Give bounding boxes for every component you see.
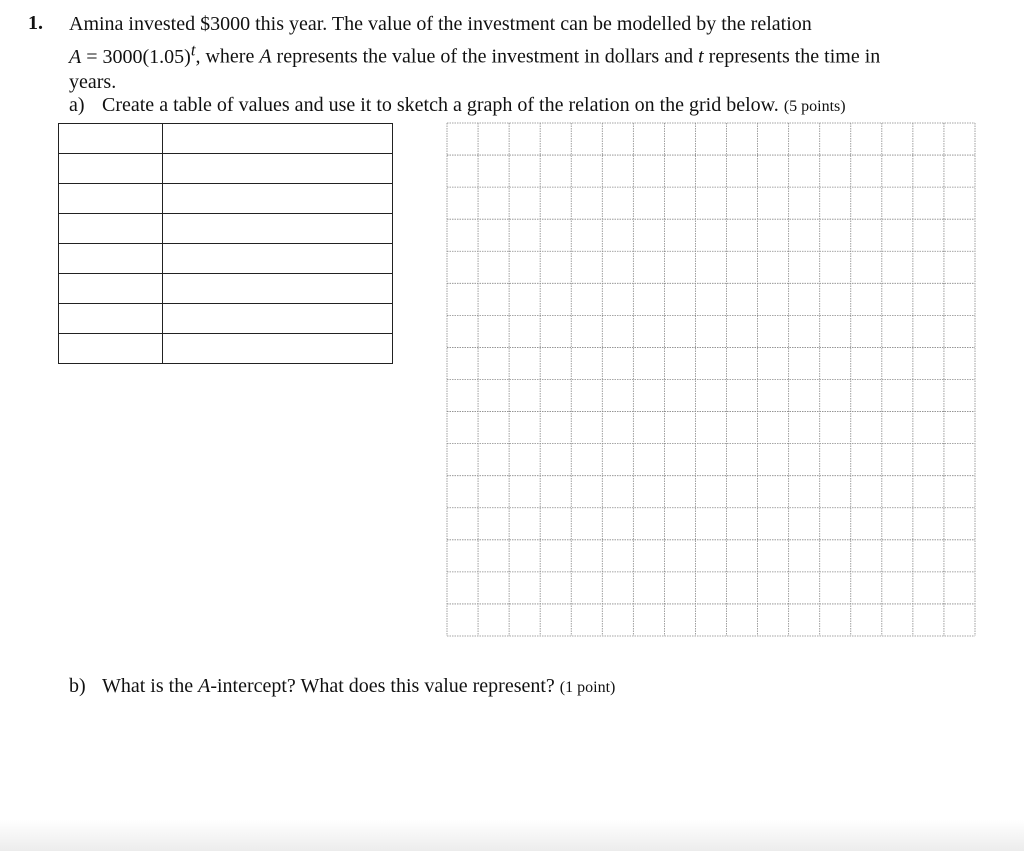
table-cell-t[interactable] [59,154,163,184]
part-a-label: a) [69,94,85,116]
equation: $A = 3000(1.05)^t$ [69,40,196,68]
table-cell-t[interactable] [59,334,163,364]
part-b-label: b) [69,675,86,697]
table-row [59,124,393,154]
table-cell-a[interactable] [163,274,393,304]
table-cell-a[interactable] [163,244,393,274]
table-row [59,184,393,214]
table-row [59,244,393,274]
table-cell-a[interactable] [163,154,393,184]
table-row [59,154,393,184]
table-cell-a[interactable] [163,304,393,334]
table-cell-t[interactable] [59,214,163,244]
table-row [59,274,393,304]
table-row [59,214,393,244]
page-bottom-shadow [0,820,1024,851]
table-cell-t[interactable] [59,124,163,154]
question-intro: Amina invested $3000 this year. The value of the investment can be modelled by the relation [69,13,812,35]
table-row [59,334,393,364]
part-a-points: (5 points) [783,98,846,115]
table-cell-a[interactable] [163,334,393,364]
table-row [59,304,393,334]
table-cell-t[interactable] [59,184,163,214]
table-cell-a[interactable] [163,124,393,154]
table-cell-t[interactable] [59,274,163,304]
question-text: Amina invested $3000 this year. The value of the investment can be modelled by the relation $A = 3000(1.05)^t$, where A represents the value of the investment in dollars and t represents the time in years. [69,13,881,93]
part-a-text: Create a table of values and use it to sketch a graph of the relation on the grid below. [102,94,779,116]
part-b-points: (1 point) [559,679,616,696]
question-number: 1. [28,12,43,34]
table-cell-a[interactable] [163,214,393,244]
table-of-values [58,123,393,364]
table-cell-t[interactable] [59,244,163,274]
table-cell-t[interactable] [59,304,163,334]
question-years: years. [69,70,117,93]
part-b-prompt [69,674,615,700]
part-b-text: What is the A-intercept? What does this value represent? [102,675,555,697]
table-cell-a[interactable] [163,184,393,214]
part-a-prompt [69,93,846,119]
graph-grid[interactable] [446,122,976,637]
